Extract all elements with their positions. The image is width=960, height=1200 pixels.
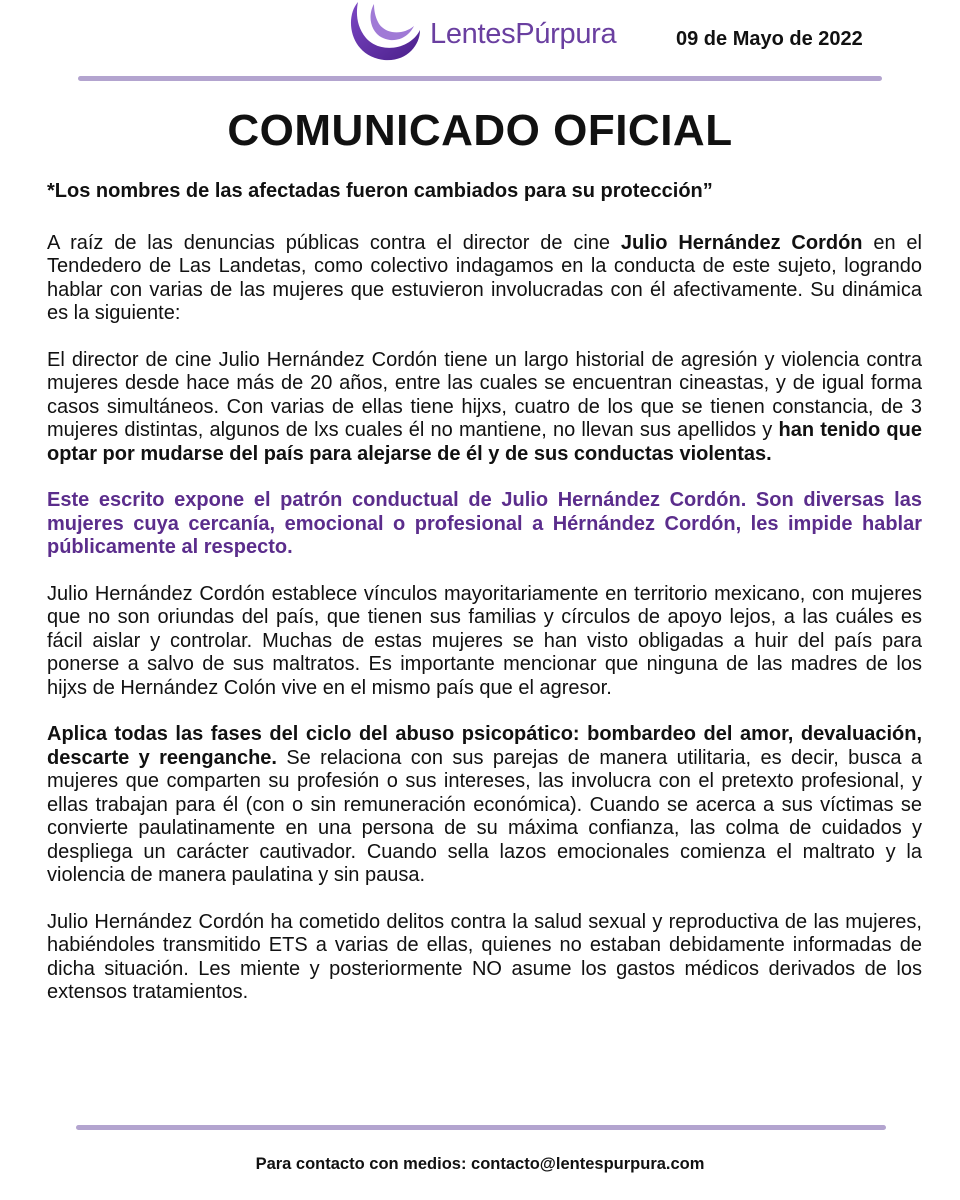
top-divider — [78, 76, 882, 81]
protection-note: *Los nombres de las afectadas fueron cambiados para su protección” — [47, 180, 713, 202]
footer-email[interactable]: contacto@lentespurpura.com — [471, 1155, 705, 1173]
paragraph-intro — [47, 232, 922, 326]
release-date: 09 de Mayo de 2022 — [676, 28, 863, 50]
header — [0, 0, 960, 70]
document-body — [47, 180, 922, 1005]
paragraph-history-bold: han tenido que optar por mudarse del país para alejarse de él y de sus conductas violentas. — [47, 419, 922, 465]
paragraph-history — [47, 349, 922, 467]
crescent-moon-icon — [344, 0, 422, 64]
page-title: COMUNICADO OFICIAL — [227, 106, 733, 155]
paragraph-intro-text: A raíz de las denuncias públicas contra el director de cine — [47, 231, 621, 254]
bottom-divider — [76, 1125, 886, 1130]
paragraph-intro-name: Julio Hernández Cordón — [620, 231, 863, 254]
paragraph-territory: Julio Hernández Cordón establece vínculos mayoritariamente en territorio mexicano, con mujeres que no son oriundas del país, que tienen sus familias y círculos de apoyo lejos, a las cuáles es fácil aislar y controlar. Muchas de estas mujeres se han visto obligadas a huir del país para ponerse a salvo de sus maltratos. Es importante mencionar que ninguna de las madres de los hijxs de Hernández Colón vive en el mismo país que el agresor. — [47, 582, 922, 699]
paragraph-abuse-cycle-bold: Aplica todas las fases del ciclo del abuso psicopático: bombardeo del amor, devaluación, descarte y reenganche. — [47, 723, 922, 769]
paragraph-abuse-cycle — [47, 723, 922, 888]
footer-contact — [0, 1155, 960, 1174]
paragraph-health: Julio Hernández Cordón ha cometido delitos contra la salud sexual y reproductiva de las mujeres, habiéndoles transmitido ETS a varias de ellas, quienes no estaban debidamente informadas de dicha situación. Les miente y posteriormente NO asume los gastos médicos derivados de los extensos tratamientos. — [47, 910, 922, 1003]
paragraph-history-text: El director de cine Julio Hernández Cordón tiene un largo historial de agresión y violencia contra mujeres desde hace más de 20 años, entre las cuales se encuentran cineastas, y de igual forma casos simultáneos. Con varias de ellas tiene hijxs, cuatro de los que se tienen constancia, de 3 mujeres distintas, algunos de lxs cuales él no mantiene, no llevan sus apellidos y — [47, 348, 922, 441]
paragraph-intro-text-2: en el Tendedero de Las Landetas, como colectivo indagamos en la conducta de este sujeto, logrando hablar con varias de las mujeres que estuvieron involucradas con él afectivamente. Su dinámica es la siguiente: — [47, 231, 922, 324]
paragraph-abuse-cycle-text: Se relaciona con sus parejas de manera utilitaria, es decir, busca a mujeres que comparten su profesión o sus intereses, las involucra con el pretexto profesional, y ellas trabajan para él (con o sin remuneración económica). Cuando se acerca a sus víctimas se convierte paulatinamente en una persona de su máxima confianza, las colma de cuidados y despliega un carácter cautivador. Cuando sella lazos emocionales comienza el maltrato y la violencia de manera paulatina y sin pausa. — [47, 746, 922, 886]
footer-label: Para contacto con medios: — [255, 1155, 467, 1173]
brand-name: LentesPúrpura — [430, 18, 617, 50]
paragraph-highlight: Este escrito expone el patrón conductual de Julio Hernández Cordón. Son diversas las mujeres cuya cercanía, emocional o profesional a Hérnández Cordón, les impide hablar públicamente al respecto. — [47, 489, 922, 558]
